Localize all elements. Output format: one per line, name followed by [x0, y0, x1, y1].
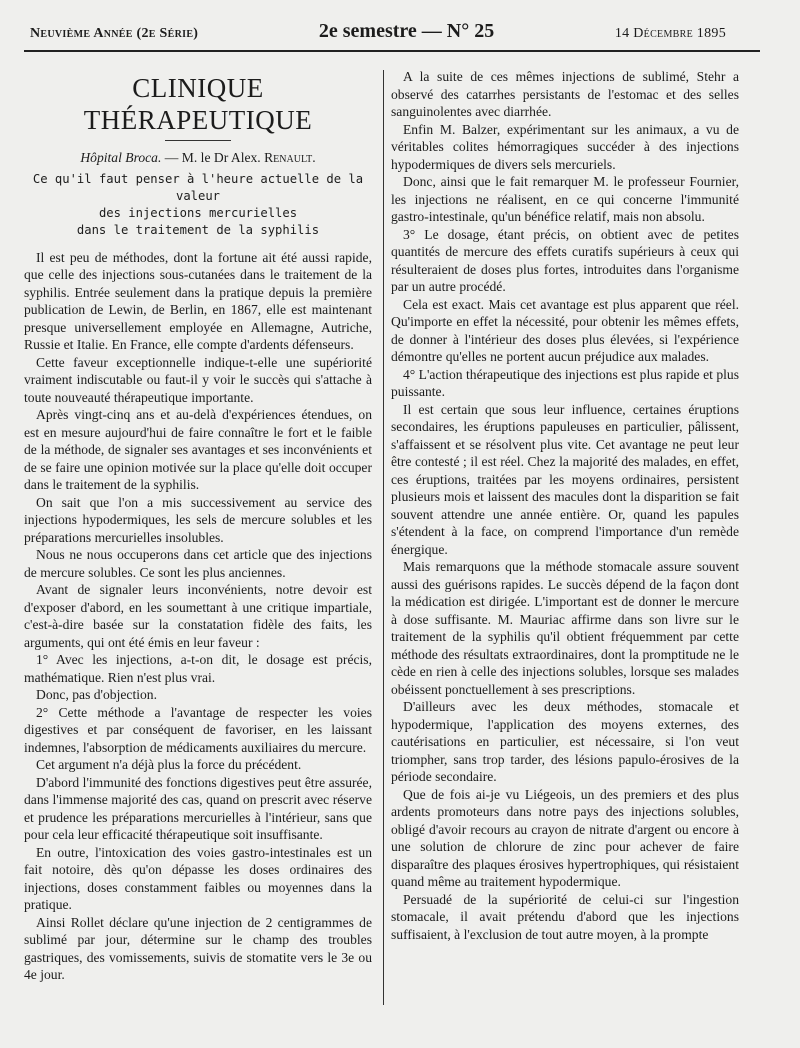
subtitle-line-2: des injections mercurielles [98, 205, 298, 220]
title-rule [165, 140, 231, 141]
byline [24, 149, 372, 167]
byline-place: Hôpital Broca. [80, 150, 162, 165]
subtitle-line-3: dans le traitement de la syphilis [76, 222, 320, 237]
left-column [24, 68, 372, 984]
paragraph: 1° Avec les injections, a-t-on dit, le dosage est précis, mathématique. Rien n'est plus vrai. [24, 652, 372, 685]
paragraph: Cette faveur exceptionnelle indique-t-elle une supériorité vraiment indiscutable ou faut-il y voir le succès qui s'attache à toute nouveauté thérapeutique importante. [24, 354, 372, 405]
column-divider [383, 70, 384, 1005]
volume-label: Neuvième Année (2e Série) [30, 26, 199, 41]
subtitle-line-1: Ce qu'il faut penser à l'heure actuelle de la valeur [32, 171, 364, 203]
paragraph: D'ailleurs avec les deux méthodes, stomacale et hypodermique, l'application des moyens externes, des cautérisations en particulier, est nécessaire, si l'on veut triompher, sans trop tarder, des lésions papulo-érosives de la période secondaire. [391, 699, 739, 784]
section-title: CLINIQUE THÉRAPEUTIQUE [83, 73, 313, 135]
paragraph: Nous ne nous occuperons dans cet article que des injections de mercure solubles. Ce sont les plus anciennes. [24, 547, 372, 580]
paragraph: Cela est exact. Mais cet avantage est plus apparent que réel. Qu'importe en effet la nécessité, pour obtenir les mêmes effets, de donner à l'intérieur des doses plus élevées, si l'expérience démontre qu'elles ne portent aucun préjudice aux malades. [391, 296, 739, 364]
byline-prefix: — M. le Dr Alex. [164, 150, 261, 165]
paragraph: D'abord l'immunité des fonctions digestives peut être assurée, dans l'immense majorité des cas, quand on prescrit avec réserve et prudence les préparations mercurielles à l'intérieur, sans que pour cela leur efficacité thérapeutique soit insuffisante. [24, 774, 372, 842]
paragraph: Persuadé de la supériorité de celui-ci sur l'ingestion stomacale, il avait prétendu d'abord que les injections suffisaient, à l'exclusion de tout autre moyen, à la prompte [391, 891, 739, 942]
paragraph: Ainsi Rollet déclare qu'une injection de 2 centigrammes de sublimé par jour, détermine sur le champ des troubles gastriques, des vomissements, suivis de stomatite vers le 3e ou 4e jour. [24, 914, 372, 982]
paragraph: 2° Cette méthode a l'avantage de respecter les voies digestives et par conséquent de favoriser, en les laissant indemnes, l'absorption de médicaments auxiliaires du mercure. [24, 704, 372, 755]
paragraph: Cet argument n'a déjà plus la force du précédent. [36, 757, 302, 772]
paragraph: En outre, l'intoxication des voies gastro-intestinales est un fait notoire, dès qu'on dépasse les doses ordinaires des injections, doses constamment faibles ou moyennes dans la pratique. [24, 844, 372, 912]
paragraph: Donc, ainsi que le fait remarquer M. le professeur Fournier, les injections ne réalisent, en ce qui concerne l'immunité gastro-intestinale, qu'un bénéfice relatif, mais non absolu. [391, 174, 739, 224]
paragraph: 4° L'action thérapeutique des injections est plus rapide et plus puissante. [391, 366, 739, 399]
paragraph: Mais remarquons que la méthode stomacale assure souvent aussi des guérisons rapides. Le succès dépend de la façon dont la médication est dirigée. L'important est de donner le mercure à dose suffisante. M. Mauriac affirme dans son livre sur le traitement de la syphilis qu'il obtient fréquemment par cette méthode des résultats extraordinaires, dont la promptitude ne le cède en rien à celle des injections solubles, lorsque ses malades obéissent ponctuellement à ses prescriptions. [391, 559, 739, 697]
paragraph: On sait que l'on a mis successivement au service des injections hypodermiques, les sels de mercure solubles et les préparations mercurielles insolubles. [24, 494, 372, 545]
paragraph: Donc, pas d'objection. [36, 687, 157, 702]
byline-author: Renault. [264, 150, 316, 165]
paragraph: Après vingt-cinq ans et au-delà d'expériences étendues, on est en mesure aujourd'hui de faire connaître le fort et le faible de la méthode, de signaler ses avantages et ses inconvénients et de se faire une opinion motivée sur la place qu'elle doit occuper dans le traitement de la syphilis. [24, 407, 372, 492]
header-rule [24, 50, 760, 52]
paragraph: A la suite de ces mêmes injections de sublimé, Stehr a observé des catarrhes persistants de l'estomac et des selles sanguinolentes avec diarrhée. [391, 69, 739, 119]
paragraph: Avant de signaler leurs inconvénients, notre devoir est d'exposer d'abord, en les soumettant à une critique impartiale, c'est-à-dire basée sur la constatation fidèle des faits, les arguments, qui ont été émis en leur faveur : [24, 582, 372, 650]
running-header [30, 20, 726, 46]
issue-date: 14 Décembre 1895 [614, 26, 726, 41]
paragraph: Il est certain que sous leur influence, certaines éruptions secondaires, les éruptions papuleuses en particulier, pâlissent, s'affaissent et se résolvent plus vite. Cet avantage ne peut leur être contesté ; il est réel. Chez la majorité des malades, en effet, ces éruptions, traitées par les moyens ordinaires, persistent plusieurs mois et laissent des macules dont la disparition se fait souvent attendre une année entière. Or, quand les papules s'étendent à la face, on comprend l'importance d'un remède énergique. [391, 401, 739, 557]
paragraph: Il est peu de méthodes, dont la fortune ait été aussi rapide, que celle des injections sous-cutanées dans le traitement de la syphilis. Entrée seulement dans la pratique depuis la première publication de Lewin, de Berlin, en 1867, elle est maintenant presque universellement employée en Allemagne, Autriche, Russie et Italie. En France, elle compte d'ardents défenseurs. [24, 249, 372, 352]
paragraph: Enfin M. Balzer, expérimentant sur les animaux, a vu de véritables colites hémorragiques succéder à des injections hypodermiques de divers sels mercuriels. [391, 121, 739, 172]
paragraph: Que de fois ai-je vu Liégeois, un des premiers et des plus ardents promoteurs dans notre pays des injections solubles, obligé d'avoir recours au crayon de nitrate d'argent ou encore à une solution de chlorure de zinc pour achever de faire disparaître des plaques érosives hypertrophiques, qui résistaient quand même au traitement hypodermique. [391, 786, 739, 889]
paragraph: 3° Le dosage, étant précis, on obtient avec de petites quantités de mercure des effets curatifs supérieurs à ceux qui résulteraient de doses plus fortes, introduites dans l'organisme par un autre procédé. [391, 226, 739, 294]
article-subtitle [24, 171, 372, 239]
issue-number: 2e semestre — N° 25 [318, 20, 495, 42]
right-column [391, 68, 739, 943]
